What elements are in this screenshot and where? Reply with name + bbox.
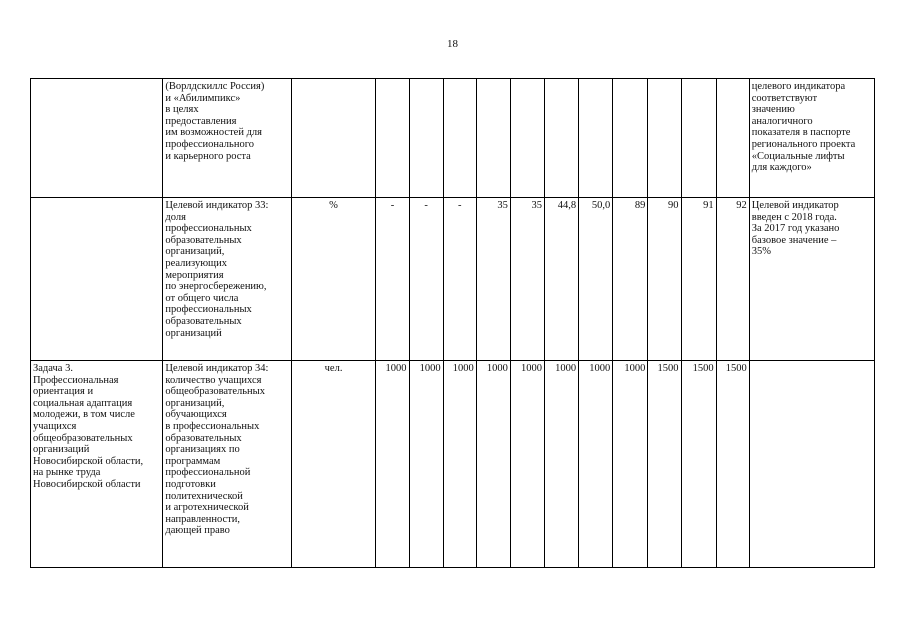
value-cell <box>510 79 544 198</box>
page-number: 18 <box>447 38 458 50</box>
value-cell: 1000 <box>443 361 476 568</box>
note-cell <box>749 361 874 568</box>
value-cell: 44,8 <box>545 198 579 361</box>
unit-cell <box>291 79 376 198</box>
value-cell: 1000 <box>476 361 510 568</box>
indicator-cell: Целевой индикатор 34: количество учащихся общеобразовательных организаций, обучающихся в профессиональных образовательных организациях по программам профессиональной подготовки политехнической и агротехнической направленности, дающей право <box>163 361 291 568</box>
value-cell: 50,0 <box>579 198 613 361</box>
value-cell: 35 <box>476 198 510 361</box>
value-cell: 1000 <box>545 361 579 568</box>
note-cell: целевого индикатора соответствуют значению аналогичного показателя в паспорте регионального проекта «Социальные лифты для каждого» <box>749 79 874 198</box>
indicator-cell: Целевой индикатор 33: доля профессиональных образовательных организаций, реализующих мероприятия по энергосбережению, от общего числа профессиональных образовательных организаций <box>163 198 291 361</box>
value-cell: 91 <box>681 198 716 361</box>
value-cell: 1000 <box>409 361 443 568</box>
value-cell: 92 <box>716 198 749 361</box>
task-cell: Задача 3. Профессиональная ориентация и социальная адаптация молодежи, в том числе учащихся общеобразовательных организаций Новосибирской области, на рынке труда Новосибирской области <box>31 361 163 568</box>
value-cell: 1000 <box>579 361 613 568</box>
table-row <box>31 79 875 198</box>
value-cell <box>443 79 476 198</box>
value-cell: 1000 <box>510 361 544 568</box>
value-cell <box>376 79 409 198</box>
value-cell <box>613 79 648 198</box>
value-cell <box>476 79 510 198</box>
value-cell <box>648 79 681 198</box>
task-cell <box>31 79 163 198</box>
value-cell: 89 <box>613 198 648 361</box>
task-cell <box>31 198 163 361</box>
value-cell <box>681 79 716 198</box>
value-cell: - <box>376 198 409 361</box>
value-cell: - <box>409 198 443 361</box>
unit-cell: % <box>291 198 376 361</box>
table-row <box>31 198 875 361</box>
value-cell: 1500 <box>648 361 681 568</box>
value-cell: 1500 <box>681 361 716 568</box>
unit-cell: чел. <box>291 361 376 568</box>
value-cell <box>545 79 579 198</box>
value-cell <box>409 79 443 198</box>
note-cell: Целевой индикатор введен с 2018 года. За 2017 год указано базовое значение – 35% <box>749 198 874 361</box>
indicator-cell: (Ворлдскиллс Россия) и «Абилимпикс» в целях предоставления им возможностей для профессионального и карьерного роста <box>163 79 291 198</box>
value-cell: 35 <box>510 198 544 361</box>
value-cell: 1000 <box>376 361 409 568</box>
value-cell: - <box>443 198 476 361</box>
value-cell <box>579 79 613 198</box>
indicator-table <box>30 78 875 568</box>
table-row <box>31 361 875 568</box>
value-cell: 90 <box>648 198 681 361</box>
value-cell <box>716 79 749 198</box>
value-cell: 1000 <box>613 361 648 568</box>
value-cell: 1500 <box>716 361 749 568</box>
